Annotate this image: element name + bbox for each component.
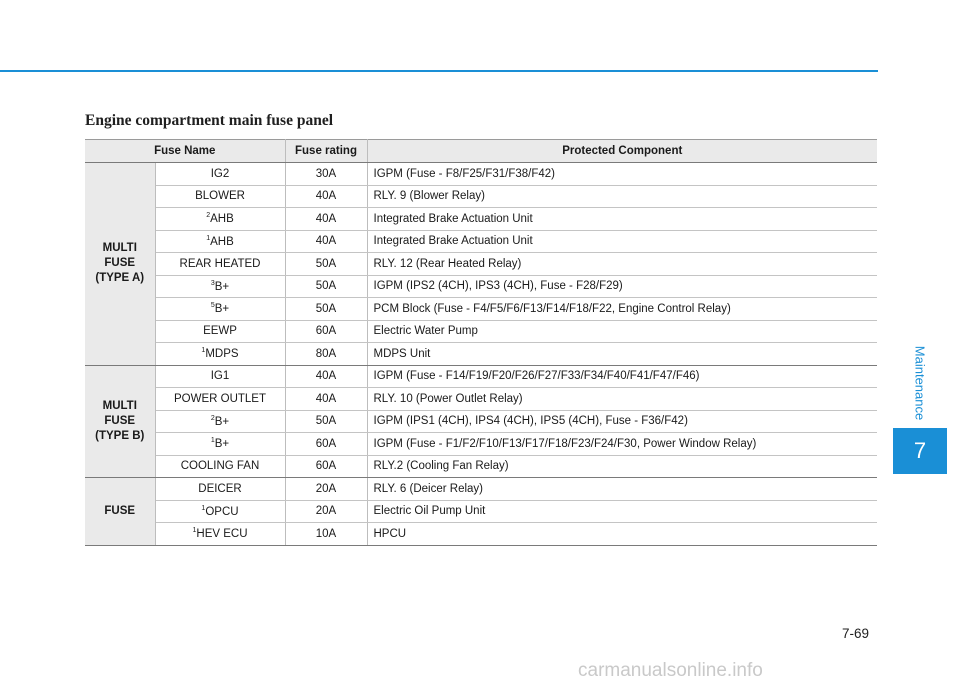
page-number: 7-69 <box>842 626 870 641</box>
table-row <box>85 208 877 231</box>
fuse-rating: 50A <box>285 275 367 298</box>
fuse-group-label-line: (TYPE B) <box>95 429 145 442</box>
fuse-name-cell <box>155 253 285 276</box>
fuse-name-cell <box>155 230 285 253</box>
fuse-group-label-line: FUSE <box>104 257 136 270</box>
table-row <box>85 253 877 276</box>
protected-component: Electric Water Pump <box>367 320 877 343</box>
fuse-group-label <box>85 163 155 366</box>
fuse-name-cell <box>155 455 285 478</box>
protected-component: IGPM (Fuse - F8/F25/F31/F38/F42) <box>367 163 877 186</box>
protected-component: IGPM (IPS1 (4CH), IPS4 (4CH), IPS5 (4CH), Fuse - F36/F42) <box>367 410 877 433</box>
protected-component: RLY. 6 (Deicer Relay) <box>367 478 877 501</box>
fuse-rating: 60A <box>285 455 367 478</box>
fuse-name-cell <box>155 388 285 411</box>
fuse-name: HEV ECU <box>196 528 248 541</box>
protected-component: Electric Oil Pump Unit <box>367 500 877 523</box>
fuse-name: AHB <box>210 235 234 248</box>
fuse-name-cell <box>155 500 285 523</box>
fuse-name: EEWP <box>203 325 237 338</box>
table-row <box>85 298 877 321</box>
protected-component: RLY. 12 (Rear Heated Relay) <box>367 253 877 276</box>
fuse-name: AHB <box>210 213 234 226</box>
header-fuse-rating: Fuse rating <box>285 140 367 163</box>
fuse-rating: 20A <box>285 478 367 501</box>
footnote-marker: 3 <box>210 279 215 287</box>
fuse-name: OPCU <box>205 505 239 518</box>
footnote-marker: 5 <box>210 302 215 310</box>
footnote-marker: 1 <box>206 234 211 242</box>
fuse-rating: 20A <box>285 500 367 523</box>
fuse-name: B+ <box>214 280 230 293</box>
footnote-marker: 1 <box>201 347 206 355</box>
table-row <box>85 343 877 366</box>
fuse-rating: 60A <box>285 433 367 456</box>
fuse-rating: 80A <box>285 343 367 366</box>
table-row <box>85 433 877 456</box>
footnote-marker: 2 <box>206 212 211 220</box>
table-row <box>85 365 877 388</box>
table-row <box>85 230 877 253</box>
protected-component: RLY. 9 (Blower Relay) <box>367 185 877 208</box>
fuse-rating: 60A <box>285 320 367 343</box>
fuse-name: DEICER <box>198 482 242 495</box>
fuse-name: REAR HEATED <box>179 257 261 270</box>
footnote-marker: 1 <box>210 437 215 445</box>
fuse-name-cell <box>155 208 285 231</box>
header-protected-component: Protected Component <box>367 140 877 163</box>
top-rule <box>0 70 878 72</box>
fuse-name: IG1 <box>210 370 230 383</box>
table-row <box>85 388 877 411</box>
fuse-name: BLOWER <box>195 190 245 203</box>
table-header-row <box>85 140 877 163</box>
fuse-rating: 30A <box>285 163 367 186</box>
table-row <box>85 163 877 186</box>
table-row <box>85 185 877 208</box>
fuse-group-label-line: FUSE <box>104 504 136 517</box>
table-row <box>85 523 877 546</box>
protected-component: IGPM (Fuse - F14/F19/F20/F26/F27/F33/F34/F40/F41/F47/F46) <box>367 365 877 388</box>
fuse-rating: 40A <box>285 208 367 231</box>
fuse-rating: 50A <box>285 410 367 433</box>
protected-component: IGPM (IPS2 (4CH), IPS3 (4CH), Fuse - F28/F29) <box>367 275 877 298</box>
fuse-rating: 50A <box>285 253 367 276</box>
fuse-name-cell <box>155 410 285 433</box>
fuse-group-label-line: MULTI <box>102 242 137 255</box>
fuse-name-cell <box>155 478 285 501</box>
footnote-marker: 2 <box>210 414 215 422</box>
fuse-group-label-line: FUSE <box>104 414 136 427</box>
fuse-rating: 40A <box>285 388 367 411</box>
table-row <box>85 275 877 298</box>
section-title: Engine compartment main fuse panel <box>85 112 333 129</box>
protected-component: RLY.2 (Cooling Fan Relay) <box>367 455 877 478</box>
fuse-name: B+ <box>214 303 230 316</box>
fuse-name: COOLING FAN <box>180 460 260 473</box>
protected-component: MDPS Unit <box>367 343 877 366</box>
header-fuse-name: Fuse Name <box>85 140 285 163</box>
fuse-name-cell <box>155 433 285 456</box>
protected-component: RLY. 10 (Power Outlet Relay) <box>367 388 877 411</box>
fuse-group-label-line: (TYPE A) <box>95 272 145 285</box>
protected-component: Integrated Brake Actuation Unit <box>367 230 877 253</box>
fuse-name-cell <box>155 163 285 186</box>
fuse-table-body <box>85 163 877 546</box>
protected-component: HPCU <box>367 523 877 546</box>
fuse-name-cell <box>155 298 285 321</box>
fuse-group-label <box>85 365 155 478</box>
fuse-name: POWER OUTLET <box>173 392 266 405</box>
table-row <box>85 500 877 523</box>
fuse-name: B+ <box>214 415 230 428</box>
protected-component: IGPM (Fuse - F1/F2/F10/F13/F17/F18/F23/F24/F30, Power Window Relay) <box>367 433 877 456</box>
table-row <box>85 478 877 501</box>
chapter-tab: 7 <box>893 428 947 474</box>
fuse-rating: 50A <box>285 298 367 321</box>
fuse-name: MDPS <box>205 348 239 361</box>
table-row <box>85 320 877 343</box>
fuse-group-label <box>85 478 155 546</box>
fuse-name-cell <box>155 320 285 343</box>
fuse-group-label-line: MULTI <box>102 399 137 412</box>
fuse-rating: 40A <box>285 365 367 388</box>
table-row <box>85 410 877 433</box>
table-row <box>85 455 877 478</box>
protected-component: Integrated Brake Actuation Unit <box>367 208 877 231</box>
watermark: carmanualsonline.info <box>578 660 763 681</box>
fuse-table <box>85 139 877 546</box>
fuse-name-cell <box>155 343 285 366</box>
fuse-rating: 40A <box>285 185 367 208</box>
fuse-rating: 10A <box>285 523 367 546</box>
fuse-rating: 40A <box>285 230 367 253</box>
fuse-name-cell <box>155 185 285 208</box>
fuse-name-cell <box>155 365 285 388</box>
fuse-name-cell <box>155 523 285 546</box>
footnote-marker: 1 <box>201 504 206 512</box>
fuse-name: IG2 <box>210 167 230 180</box>
footnote-marker: 1 <box>192 527 197 535</box>
fuse-name-cell <box>155 275 285 298</box>
fuse-name: B+ <box>214 438 230 451</box>
side-section-label: Maintenance <box>912 345 928 421</box>
protected-component: PCM Block (Fuse - F4/F5/F6/F13/F14/F18/F22, Engine Control Relay) <box>367 298 877 321</box>
